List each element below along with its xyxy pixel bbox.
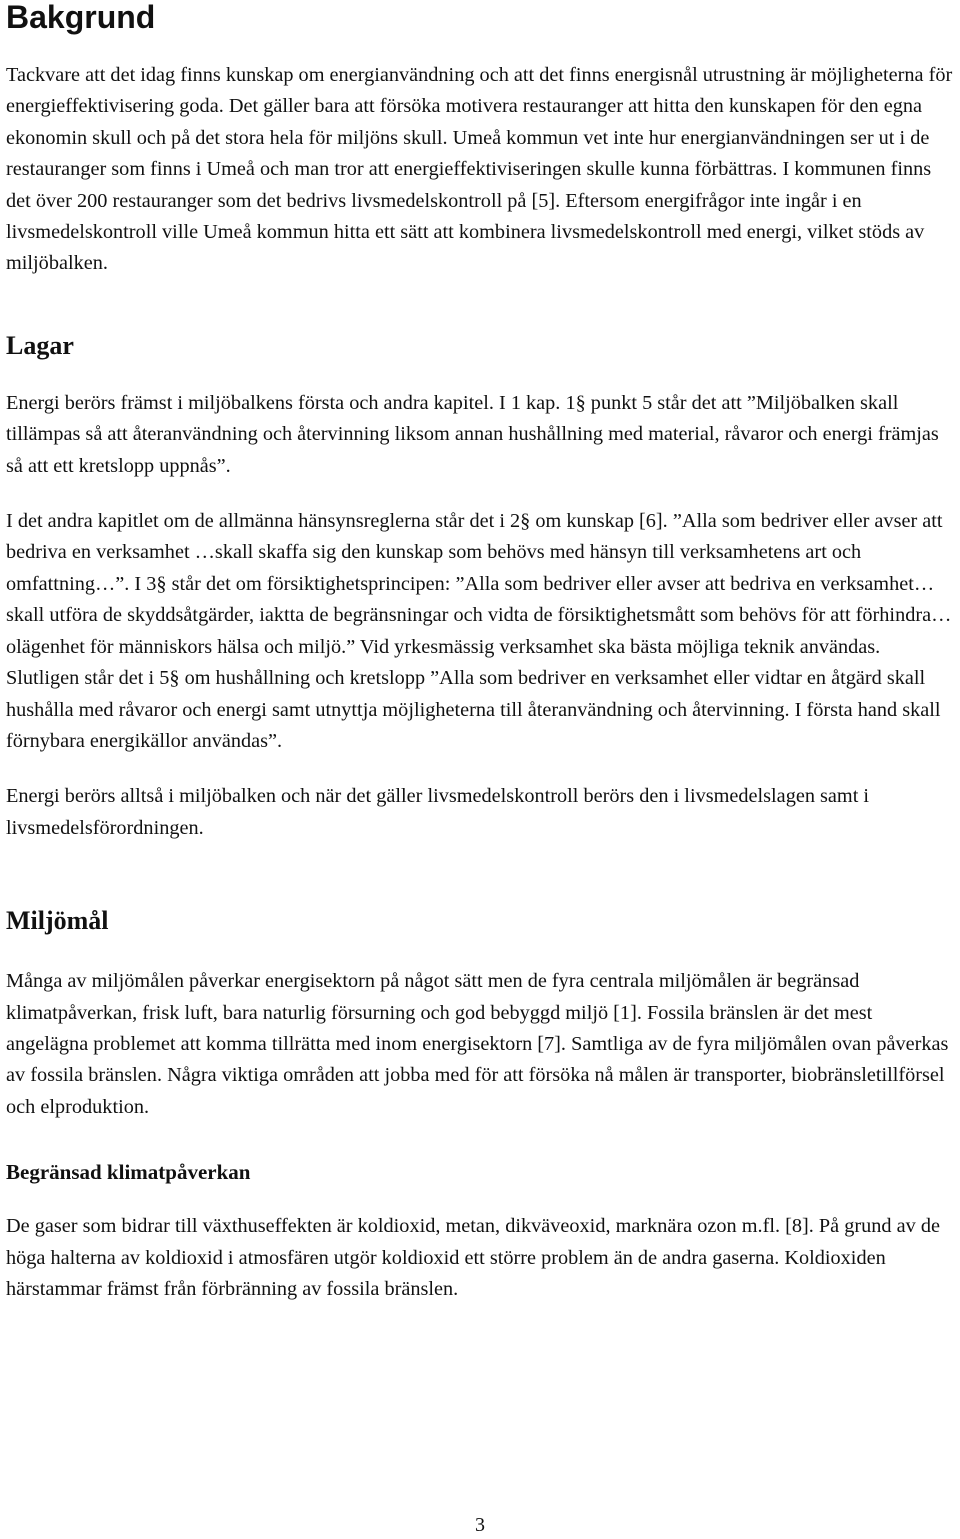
- section-title-lagar: Lagar: [6, 330, 74, 360]
- miljomal-paragraph-1: Många av miljömålen påverkar energisektorn på något sätt men de fyra centrala miljömålen är begränsad klimatpåverkan, frisk luft, bara naturlig försurning och god bebyggd miljö [1]. Fossila bränslen är det mest angelägna problemet att komma tillrätta med inom energisektorn [7]. Samtliga av de fyra miljömålen ovan påverkas av fossila bränslen. Några viktiga områden att jobba med för att försöka nå målen är transporter, biobränsletillförsel och elproduktion.: [6, 970, 949, 1118]
- lagar-paragraph-3: Energi berörs alltså i miljöbalken och när det gäller livsmedelskontroll berörs den i livsmedelslagen samt i livsmedelsförordningen.: [6, 785, 870, 839]
- document-page: [6, 0, 956, 1305]
- section-title-miljomal: Miljömål: [6, 906, 109, 936]
- section-title-bakgrund: Bakgrund: [6, 0, 156, 35]
- klimat-paragraph-1: De gaser som bidrar till växthuseffekten är koldioxid, metan, dikväveoxid, marknära ozon m.fl. [8]. På grund av de höga halterna av koldioxid i atmosfären utgör koldioxid ett större problem än de andra gaserna. Koldioxiden härstammar främst från förbränning av fossila bränslen.: [6, 1215, 940, 1300]
- intro-paragraph: Tackvare att det idag finns kunskap om energianvändning och att det finns energisnål utrustning är möjligheterna för energieffektivisering goda. Det gäller bara att försöka motivera restauranger att hitta den kunskapen för den egna ekonomin skull och på det stora hela för miljöns skull. Umeå kommun vet inte hur energianvändningen ser ut i de restauranger som finns i Umeå och man tror att energieffektiviseringen skulle kunna förbättras. I kommunen finns det över 200 restauranger som det bedrivs livsmedelskontroll på [5]. Eftersom energifrågor inte ingår i en livsmedelskontroll ville Umeå kommun hitta ett sätt att kombinera livsmedelskontroll med energi, vilket stöds av miljöbalken.: [6, 64, 953, 275]
- lagar-paragraph-2: I det andra kapitlet om de allmänna hänsynsreglerna står det i 2§ om kunskap [6]. ”Alla som bedriver eller avser att bedriva en verksamhet …skall skaffa sig den kunskap som behövs med hänsyn till verksamhetens art och omfattning…”. I 3§ står det om försiktighetsprincipen: ”Alla som bedriver eller avser att bedriva en verksamhet…skall utföra de skyddsåtgärder, iaktta de begränsningar och vidta de försiktighetsmått som behövs för att förhindra… olägenhet för människors hälsa och miljö.” Vid yrkesmässig verksamhet ska bästa möjliga teknik användas. Slutligen står det i 5§ om hushållning och kretslopp ”Alla som bedriver en verksamhet eller vidtar en åtgärd skall hushålla med råvaror och energi samt utnyttja möjligheterna till återanvändning och återvinning. I första hand skall förnybara energikällor användas”.: [6, 510, 952, 752]
- section-title-klimatpaverkan: Begränsad klimatpåverkan: [6, 1160, 251, 1185]
- lagar-paragraph-1: Energi berörs främst i miljöbalkens första och andra kapitel. I 1 kap. 1§ punkt 5 står det att ”Miljöbalken skall tillämpas så att återanvändning och återvinning liksom annan hushållning med material, råvaror och energi främjas så att ett kretslopp uppnås”.: [6, 391, 939, 477]
- page-number: 3: [475, 1514, 485, 1536]
